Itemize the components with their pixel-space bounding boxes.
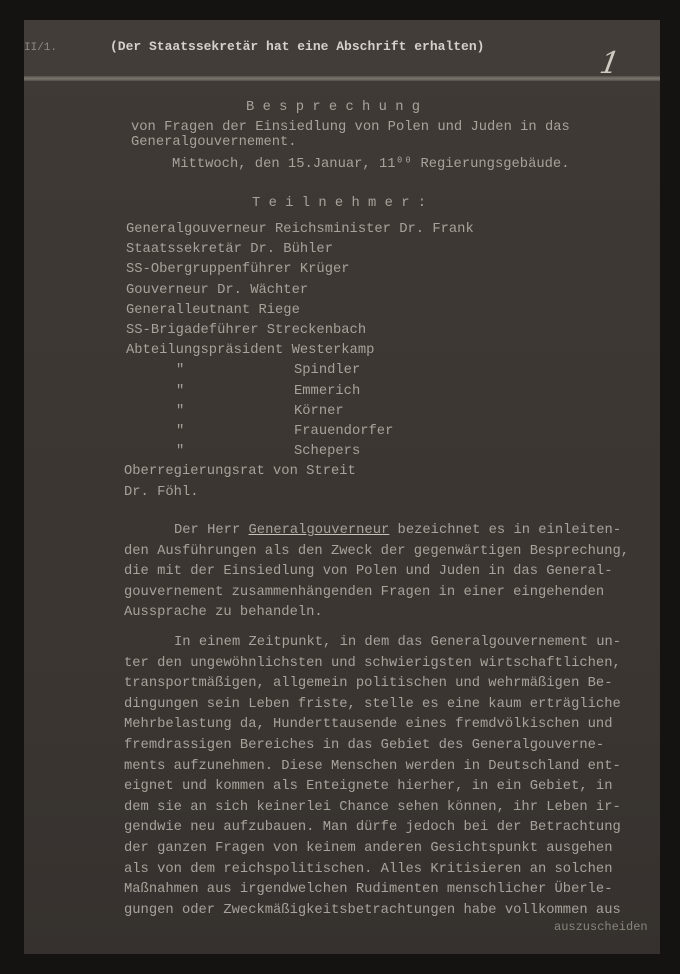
subtitle-line: von Fragen der Einsiedlung von Polen und Juden in das	[131, 120, 570, 135]
document-title: Besprechung	[246, 100, 429, 115]
ditto-mark: "	[176, 383, 185, 399]
header-note: (Der Staatssekretär hat eine Abschrift erhalten)	[110, 39, 485, 54]
ditto-mark: "	[176, 444, 185, 460]
paragraph-first-line	[174, 523, 621, 539]
meeting-date-line: Mittwoch, den 15.Januar, 11⁰⁰ Regierungsgebäude.	[172, 157, 570, 172]
paragraph-line: fremdrassigen Bereiches in das Gebiet des Generalgouverne-	[124, 738, 605, 753]
participant-item: Dr. Föhl.	[124, 484, 199, 500]
paragraph-line: gungen oder Zweckmäßigkeitsbetrachtungen habe vollkommen aus	[124, 902, 621, 918]
paragraph-line: als von dem reichspolitischen. Alles Kritisieren an solchen	[124, 861, 613, 877]
underlined-term: Generalgouverneur	[248, 523, 390, 538]
ditto-mark: "	[176, 363, 185, 379]
paragraph-line: ter den ungewöhnlichsten und schwierigsten wirtschaftlichen,	[124, 655, 621, 671]
paragraph-line: gouvernement zusammenhängenden Fragen in einer eingehenden	[124, 584, 605, 600]
reference-number: II/1.	[24, 42, 58, 54]
page-number: 1	[596, 46, 623, 81]
participant-item: Emmerich	[294, 383, 361, 399]
paragraph-line: Mehrbelastung da, Hunderttausende eines fremdvölkischen und	[124, 717, 613, 733]
paragraph-line: der ganzen Fragen von keinem anderen Gesichtspunkt ausgehen	[124, 841, 613, 856]
ditto-mark: "	[176, 403, 185, 419]
paragraph-line: die mit der Einsiedlung von Polen und Juden in das General-	[124, 564, 613, 580]
participant-item: Schepers	[294, 444, 361, 460]
participant-item: Spindler	[294, 363, 361, 379]
participant-item: SS-Obergruppenführer Krüger	[126, 262, 350, 278]
participant-item: Generalleutnant Riege	[126, 302, 300, 318]
text-span: bezeichnet es in einleiten-	[389, 523, 622, 538]
participants-heading: Teilnehmer:	[252, 196, 435, 211]
paragraph-line: ments aufzunehmen. Diese Menschen werden in Deutschland ent-	[124, 758, 621, 774]
paragraph-line: gendwie neu aufzubauen. Man dürfe jedoch bei der Betrachtung	[124, 820, 621, 836]
paragraph-line: den Ausführungen als den Zweck der gegenwärtigen Besprechung,	[124, 543, 630, 559]
participant-item: Staatssekretär Dr. Bühler	[126, 242, 333, 258]
participant-item: Gouverneur Dr. Wächter	[126, 282, 309, 298]
participant-item: Körner	[294, 403, 344, 419]
paragraph-line: In einem Zeitpunkt, in dem das Generalgouvernement un-	[174, 635, 622, 650]
participant-item: SS-Brigadeführer Streckenbach	[126, 323, 367, 338]
paragraph-line: transportmäßigen, allgemein politischen und wehrmäßigen Be-	[124, 676, 613, 692]
header-divider	[24, 76, 660, 81]
participant-item: Abteilungspräsident Westerkamp	[126, 343, 375, 359]
participant-item: Frauendorfer	[294, 424, 394, 439]
paragraph-line: dem sie an sich keinerlei Chance sehen können, ihr Leben ir-	[124, 799, 621, 815]
ditto-mark: "	[176, 424, 185, 439]
paragraph-line: dingungen sein Leben friste, stelle es eine kaum erträgliche	[124, 696, 621, 712]
subtitle-line: Generalgouvernement.	[131, 135, 297, 150]
paragraph-line: eignet und kommen als Enteignete hierher, in ein Gebiet, in	[124, 779, 613, 795]
participant-item: Oberregierungsrat von Streit	[124, 464, 356, 480]
paragraph-line: Aussprache zu behandeln.	[124, 605, 323, 621]
text-span: Der Herr	[174, 523, 249, 538]
participant-item: Generalgouverneur Reichsminister Dr. Frank	[126, 222, 474, 237]
catchword: auszuscheiden	[554, 920, 648, 935]
document-page	[24, 20, 660, 954]
paragraph-line: Maßnahmen aus irgendwelchen Rudimenten menschlicher Überle-	[124, 882, 613, 898]
